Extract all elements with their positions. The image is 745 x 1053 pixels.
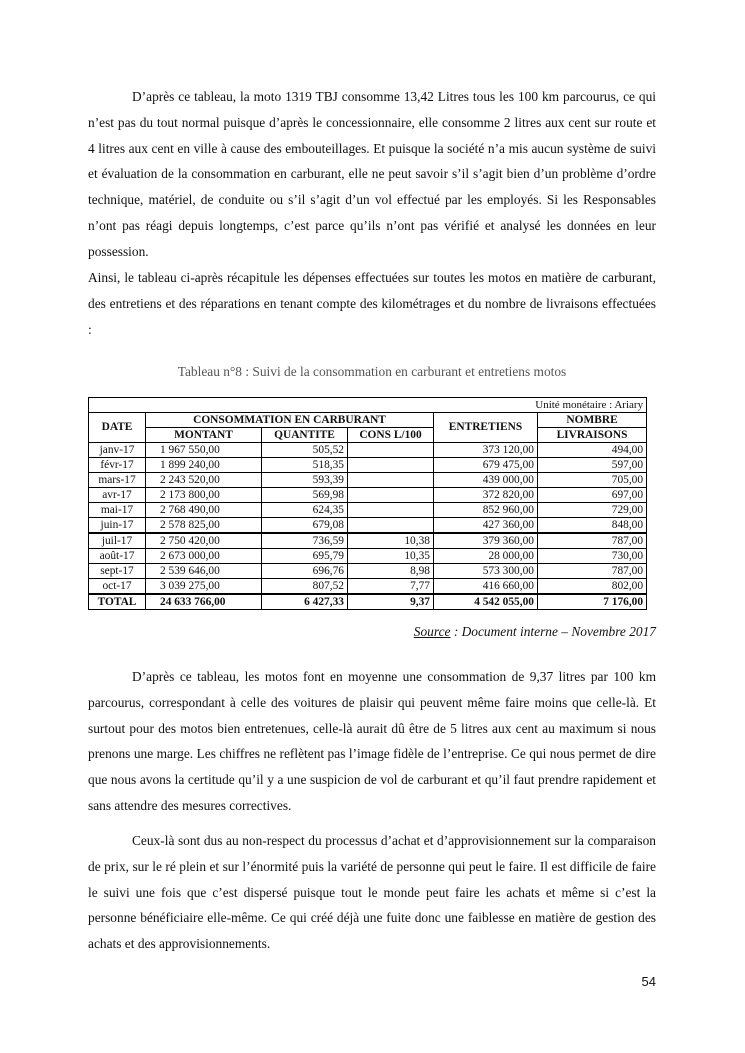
cell-date: mars-17 <box>89 473 146 488</box>
cell-livraisons: 730,00 <box>538 549 647 564</box>
header-nombre: NOMBRE <box>538 413 647 428</box>
cell-date: févr-17 <box>89 458 146 473</box>
cell-date: oct-17 <box>89 579 146 595</box>
cell-montant: 2 173 800,00 <box>146 488 262 503</box>
cell-cons: 7,77 <box>348 579 434 595</box>
cell-livraisons: 494,00 <box>538 443 647 458</box>
paragraph-1: D’après ce tableau, la moto 1319 TBJ consomme 13,42 Litres tous les 100 km parcourus, ce qui n’est pas du tout normal puisque d’après le concessionnaire, elle consomme 2 litres aux cent sur route et 4 litres aux cent en ville à cause des embouteillages. Et puisque la société n’a mis aucun système de suivi et évaluation de la consommation en carburant, elle ne peut savoir s’il s’agit bien d’un problème d’ordre technique, matériel, de conduite ou s’il s’agit d’un vol effectué par les employés. Si les Responsables n’ont pas réagi depuis longtemps, c’est parce qu’ils n’ont pas vérifié et analysé les données en leur possession. <box>88 89 656 259</box>
cell-entretiens: 439 000,00 <box>434 473 538 488</box>
table-row <box>89 549 647 564</box>
cell-livraisons: 697,00 <box>538 488 647 503</box>
cell-date: sept-17 <box>89 564 146 579</box>
cell-entretiens: 373 120,00 <box>434 443 538 458</box>
cell-cons: 9,37 <box>348 594 434 610</box>
cell-quantite: 569,98 <box>262 488 348 503</box>
cell-quantite: 505,52 <box>262 443 348 458</box>
header-row-1 <box>89 413 647 428</box>
cell-entretiens: 416 660,00 <box>434 579 538 595</box>
cell-date: mai-17 <box>89 503 146 518</box>
table-caption: Tableau n°8 : Suivi de la consommation en carburant et entretiens motos <box>177 364 567 379</box>
cell-quantite: 624,35 <box>262 503 348 518</box>
cell-date: janv-17 <box>89 443 146 458</box>
cell-livraisons: 705,00 <box>538 473 647 488</box>
cell-quantite: 696,76 <box>262 564 348 579</box>
cell-date: avr-17 <box>89 488 146 503</box>
source-label: Source <box>413 624 451 639</box>
cell-entretiens: 372 820,00 <box>434 488 538 503</box>
header-montant: MONTANT <box>146 428 262 443</box>
table-row <box>89 503 647 518</box>
cell-quantite: 518,35 <box>262 458 348 473</box>
paragraph-3: D’après ce tableau, les motos font en moyenne une consommation de 9,37 litres par 100 km parcourus, correspondant à celle des voitures de plaisir qui peuvent même faire moins que celle-là. Et surtout pour des motos bien entretenues, celle-là aurait dû être de 5 litres aux cent au maximum si nous prenons une marge. Les chiffres ne reflètent pas l’image fidèle de l’entreprise. Ce qui nous permet de dire que nous avons la certitude qu’il y a une suspicion de vol de carburant et qu’il faut prendre rapidement et sans attendre des mesures correctives. <box>88 669 656 813</box>
page-number: 54 <box>641 974 656 989</box>
source-note <box>88 624 656 640</box>
cell-livraisons: 787,00 <box>538 533 647 549</box>
cell-montant: 2 539 646,00 <box>146 564 262 579</box>
table-row <box>89 564 647 579</box>
fuel-consumption-table <box>88 397 647 610</box>
cell-date: juil-17 <box>89 533 146 549</box>
cell-entretiens: 679 475,00 <box>434 458 538 473</box>
cell-entretiens: 427 360,00 <box>434 518 538 534</box>
cell-livraisons: 787,00 <box>538 564 647 579</box>
cell-montant: 2 243 520,00 <box>146 473 262 488</box>
header-quantite: QUANTITE <box>262 428 348 443</box>
paragraph-2: Ainsi, le tableau ci-après récapitule les dépenses effectuées sur toutes les motos en matière de carburant, des entretiens et des réparations en tenant compte des kilométrages et du nombre de livraisons effectuées : <box>88 270 656 337</box>
cell-entretiens: 28 000,00 <box>434 549 538 564</box>
header-livraisons: LIVRAISONS <box>538 428 647 443</box>
cell-cons <box>348 458 434 473</box>
cell-quantite: 736,59 <box>262 533 348 549</box>
cell-entretiens: 379 360,00 <box>434 533 538 549</box>
cell-cons: 10,38 <box>348 533 434 549</box>
cell-date: juin-17 <box>89 518 146 534</box>
table-row <box>89 518 647 534</box>
cell-cons <box>348 503 434 518</box>
cell-quantite: 807,52 <box>262 579 348 595</box>
header-consommation: CONSOMMATION EN CARBURANT <box>146 413 434 428</box>
cell-quantite: 695,79 <box>262 549 348 564</box>
cell-entretiens: 573 300,00 <box>434 564 538 579</box>
cell-date: août-17 <box>89 549 146 564</box>
cell-cons <box>348 488 434 503</box>
cell-montant: 3 039 275,00 <box>146 579 262 595</box>
header-date: DATE <box>89 413 146 443</box>
cell-montant: 2 578 825,00 <box>146 518 262 534</box>
cell-quantite: 679,08 <box>262 518 348 534</box>
cell-cons: 10,35 <box>348 549 434 564</box>
header-row-2 <box>89 428 647 443</box>
table-row <box>89 458 647 473</box>
cell-cons <box>348 518 434 534</box>
cell-montant: 24 633 766,00 <box>146 594 262 610</box>
total-row <box>89 594 647 610</box>
cell-montant: 2 768 490,00 <box>146 503 262 518</box>
unit-row <box>89 398 647 413</box>
cell-livraisons: 802,00 <box>538 579 647 595</box>
header-cons: CONS L/100 <box>348 428 434 443</box>
cell-entretiens: 852 960,00 <box>434 503 538 518</box>
cell-cons <box>348 443 434 458</box>
table-row <box>89 579 647 595</box>
cell-entretiens: 4 542 055,00 <box>434 594 538 610</box>
table-row <box>89 443 647 458</box>
cell-cons <box>348 473 434 488</box>
paragraph-4: Ceux-là sont dus au non-respect du processus d’achat et d’approvisionnement sur la comparaison de prix, sur le ré plein et sur l’énormité puis la variété de personne qui peut le faire. Il est difficile de faire le suivi une fois que c’est dispersé puisque tout le monde peut faire les achats et même si c’est la personne bénéficiaire elle-même. Ce qui créé déjà une fuite donc une faiblesse en matière de gestion des achats et des approvisionnements. <box>88 833 656 952</box>
header-entretiens: ENTRETIENS <box>434 413 538 443</box>
cell-montant: 1 967 550,00 <box>146 443 262 458</box>
cell-montant: 1 899 240,00 <box>146 458 262 473</box>
cell-livraisons: 848,00 <box>538 518 647 534</box>
cell-livraisons: 729,00 <box>538 503 647 518</box>
cell-cons: 8,98 <box>348 564 434 579</box>
source-text: : Document interne – Novembre 2017 <box>450 624 656 639</box>
cell-montant: 2 673 000,00 <box>146 549 262 564</box>
cell-quantite: 593,39 <box>262 473 348 488</box>
cell-livraisons: 597,00 <box>538 458 647 473</box>
table-row <box>89 533 647 549</box>
cell-montant: 2 750 420,00 <box>146 533 262 549</box>
cell-quantite: 6 427,33 <box>262 594 348 610</box>
cell-date: TOTAL <box>89 594 146 610</box>
unit-label: Unité monétaire : Ariary <box>89 398 647 413</box>
table-row <box>89 473 647 488</box>
table-row <box>89 488 647 503</box>
cell-livraisons: 7 176,00 <box>538 594 647 610</box>
